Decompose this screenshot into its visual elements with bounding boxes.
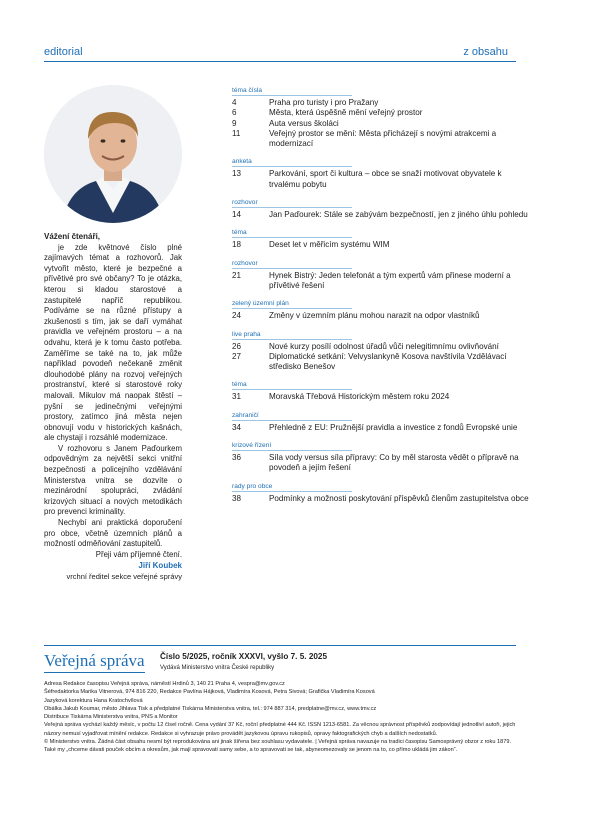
toc-entry[interactable] — [232, 129, 532, 150]
toc-section-label: rady pro obce — [232, 483, 352, 492]
imprint — [44, 680, 524, 755]
toc-entry-title: Moravská Třebová Historickým městem roku 2024 — [269, 392, 450, 402]
toc-entry-title: Podmínky a možnosti poskytování příspěvků členům zastupitelstva obce — [269, 493, 529, 503]
toc-page-number: 26 — [232, 341, 242, 351]
toc-page-number: 4 — [232, 98, 237, 107]
editorial-author-role: vrchní ředitel sekce veřejné správy — [66, 572, 182, 581]
toc-entry[interactable] — [232, 423, 532, 433]
toc-section-label: zahraničí — [232, 412, 352, 421]
toc-entry-title: Praha pro turisty i pro Pražany — [269, 98, 379, 107]
imprint-line: Šéfredaktorka Marika Vitnerová, 974 816 220, Redakce Pavlína Hájková, Vladimíra Kosová, Petra Sivová; Grafička Vladimíra Kosová — [44, 689, 375, 696]
toc-entry[interactable] — [232, 342, 532, 352]
toc-page-number: 27 — [232, 351, 242, 361]
portrait-illustration — [44, 85, 182, 223]
toc-entry[interactable] — [232, 494, 532, 504]
editorial-closing: Přeji vám příjemné čtení. — [95, 549, 182, 559]
toc-page-number: 6 — [232, 108, 237, 118]
toc-entry[interactable] — [232, 311, 532, 321]
toc-entry-title: Parkování, sport či kultura – obce se snaží motivovat obyvatele k trvalému pobytu — [269, 169, 502, 189]
toc-page-number: 31 — [232, 392, 242, 402]
imprint-rule — [44, 645, 516, 646]
toc-entry-title: Nové kurzy posílí odolnost úřadů vůči nelegitimnímu ovlivňování — [269, 341, 499, 351]
toc-page-number: 38 — [232, 493, 242, 503]
header-section-label: editorial — [44, 46, 83, 58]
editorial-signature: Jiří Koubek — [138, 561, 182, 571]
table-of-contents — [232, 87, 532, 504]
toc-entry-title: Veřejný prostor se mění: Města přicházejí s novými atrakcemi a modernizací — [269, 128, 497, 149]
imprint-line: Jazyková korektura Hana Kratochvílová — [44, 697, 143, 704]
editorial-paragraph: V rozhovoru s Janem Paďourkem odpovědným za největší sekci vnitřní bezpečnosti a policejního vzdělávání Ministerstva vnitra se dozvíte o mezinárodní spolupráci, zvládání krizových situací a nových metodikách pro prevenci kriminality. — [44, 443, 182, 517]
toc-section-label: live praha — [232, 331, 352, 340]
header-rule — [44, 61, 516, 62]
toc-page-number: 36 — [232, 453, 242, 463]
toc-page-number: 18 — [232, 240, 242, 250]
toc-page-number: 9 — [232, 118, 237, 128]
toc-entry[interactable] — [232, 210, 532, 220]
toc-entry-title: Hynek Bistrý: Jeden telefonát a tým expertů vám přinese moderní a přívětivé řešení — [269, 270, 511, 290]
issue-info: Číslo 5/2025, ročník XXXVI, vyšlo 7. 5. 2025 — [160, 652, 328, 661]
toc-entry-title: Diplomatické setkání: Velvyslankyně Kosova navštívila Vzdělávací středisko Benešov — [269, 351, 507, 372]
editorial-paragraph: Nechybí ani praktická doporučení pro obce, včetně územních plánů a možností odměňování zastupitelů. — [44, 518, 182, 549]
toc-entry-title: Síla vody versus síla přípravy: Co by měl starosta vědět o přípravě na povodeň a jejím řešení — [269, 453, 519, 473]
toc-entry-title: Přehledně z EU: Pružnější pravidla a investice z fondů Evropské unie — [269, 422, 518, 432]
toc-page-number: 24 — [232, 311, 242, 321]
toc-page-number: 14 — [232, 210, 242, 220]
toc-entry[interactable] — [232, 392, 532, 402]
toc-entry[interactable] — [232, 453, 532, 474]
editorial-paragraph: je zde květnové číslo plné zajímavých témat a rozhovorů. Jak vytvořit město, které je bezpečné a přívětivé pro své občany? To je otázka, kterou si kladou starostové a zastupitelé napříč republikou. Podíváme se na různé přístupy a zkušenosti s tím, jak se daří vymáhat pravidla ve veřejném prostoru – a na odvahu, která je k tomu často potřeba. Zaměříme se také na to, jak může například povodeň nečekaně změnit dlouhodobé plány na rozvoj veřejných prostranství, které si starostové roky malovali. Mikulov má naopak štěstí – pyšní se jedinečnými veřejnými prostory, zatímco jiná města nejen obnovují vodu v historických kašnách, ale chystají i rozsáhlé modernizace. — [44, 242, 182, 443]
imprint-line: Obálka Jakub Koumar, město Jihlava Tisk a předplatné Tiskárna Ministerstva vnitra, tel.: 974 887 314, predplatne@mv.cz, www.tmv.cz — [44, 705, 377, 712]
toc-section-label: rozhovor — [232, 199, 352, 208]
editorial-greeting: Vážení čtenáři, — [44, 232, 101, 241]
toc-section-label: téma čísla — [232, 87, 352, 96]
toc-section-label: zelený územní plán — [232, 300, 352, 309]
toc-entry-title: Auta versus školáci — [269, 118, 339, 128]
toc-section-label: krizové řízení — [232, 442, 352, 451]
toc-page-number: 34 — [232, 422, 242, 432]
toc-entry[interactable] — [232, 352, 532, 373]
toc-entry-title: Jan Paďourek: Stále se zabývám bezpečností, jen z jiného úhlu pohledu — [269, 210, 528, 220]
toc-entry[interactable] — [232, 119, 532, 129]
imprint-line: © Ministerstvo vnitra. Žádná část obsahu nesmí být reprodukována ani jinak šířena bez souhlasu vydavatele. | Veřejná správa navazuje na tradici časopisu Samosprávný obzor z roku 1879. Také my „chceme dávati pouček obcím a okresům, jak mají spravovati samy sebe, a to spravovati se tak, abyneomezovaly se jenom na to, co přímo ukládá jim zákon“. — [44, 739, 512, 754]
header-contents-label: z obsahu — [463, 46, 508, 58]
toc-section-label: téma — [232, 381, 352, 390]
toc-entry[interactable] — [232, 240, 532, 250]
toc-page-number: 13 — [232, 169, 242, 179]
author-portrait — [44, 85, 182, 223]
toc-section-label: rozhovor — [232, 260, 352, 269]
toc-entry[interactable] — [232, 98, 532, 108]
toc-section-label: anketa — [232, 158, 352, 167]
toc-entry[interactable] — [232, 108, 532, 118]
toc-entry[interactable] — [232, 271, 532, 292]
imprint-line: Veřejná správa vychází každý měsíc, v počtu 12 čísel ročně. Cena vydání 37 Kč, roční předplatné 444 Kč. ISSN 1213-6581. Za věcnou správnost příspěvků zodpovídají jednotliví autoři, jejich názory nemusí vyjadřovat mínění redakce. Redakce si vyhrazuje právo provádět jazykovou úpravu rukopisů, opravy faktografických chyb a dalších nedostatků. — [44, 722, 516, 737]
toc-section-label: téma — [232, 229, 352, 238]
toc-entry-title: Změny v územním plánu mohou narazit na odpor vlastníků — [269, 311, 480, 321]
toc-page-number: 21 — [232, 270, 242, 280]
magazine-logo: Veřejná správa — [44, 651, 145, 673]
editorial-letter — [44, 232, 182, 583]
imprint-line: Adresa Redakce časopisu Veřejná správa, náměstí Hrdinů 3, 140 21 Praha 4, vespra@mv.gov.cz — [44, 681, 285, 687]
toc-entry-title: Deset let v měřicím systému WIM — [269, 240, 390, 250]
toc-page-number: 11 — [232, 128, 241, 138]
toc-entry[interactable] — [232, 169, 532, 190]
toc-entry-title: Města, která úspěšně mění veřejný prostor — [269, 108, 423, 118]
imprint-line: Distribuce Tiskárna Ministerstva vnitra, PNS a Monitor — [44, 714, 178, 721]
publisher-info: Vydává Ministerstvo vnitra České republiky — [160, 665, 275, 671]
